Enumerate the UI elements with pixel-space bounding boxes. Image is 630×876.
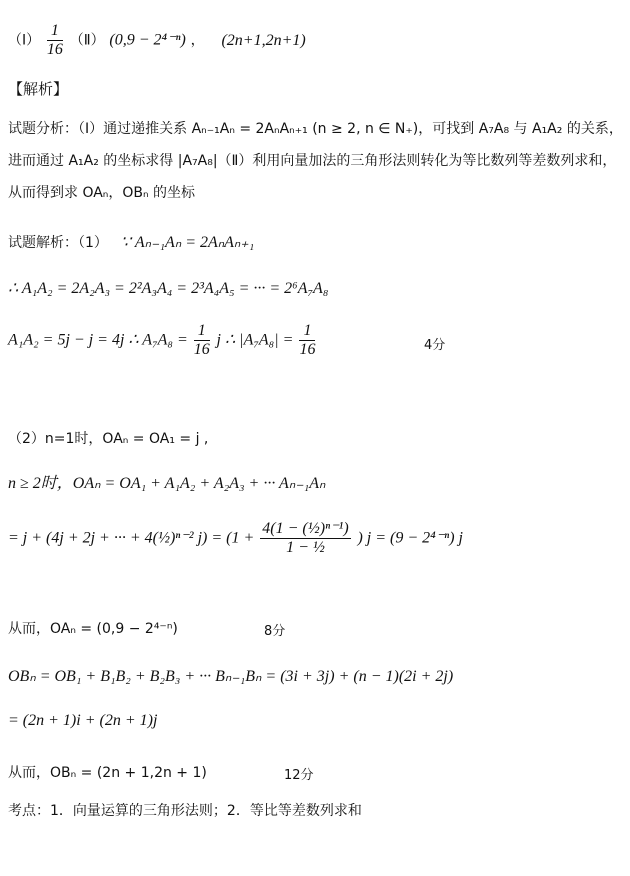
fraction-sum: $\frac{\text{4(1 − (½)ⁿ⁻¹)}}{\text{1 − ½}}$ bbox=[262, 520, 349, 556]
solution-line2: ∴ A₁A₂ = 2A₂A₃ = 2²A₃A₄ = 2³A₄A₅ = ··· = 2⁶A₇A₈ bbox=[8, 280, 329, 297]
fraction-abs-a7a8: $\frac{1}{16}$ bbox=[299, 322, 316, 358]
solution-line3: A₁A₂ = 5j − j = 4j ∴ A₇A₈ = $\frac{1}{16}$ j ∴ |A₇A₈| = $\frac{1}{16}$ bbox=[8, 322, 316, 358]
solution-line1: 试题解析：（1） ∵ Aₙ₋₁Aₙ = 2AₙAₙ₊₁ bbox=[8, 234, 255, 251]
solution-line7: 从而，OAₙ = (0,9 − 2⁴⁻ⁿ) bbox=[8, 621, 178, 637]
solution-line8: OBₙ = OB₁ + B₁B₂ + B₂B₃ + ··· Bₙ₋₁Bₙ = (3i + 3j) + (n − 1)(2i + 2j) bbox=[8, 668, 454, 685]
answer-line: （Ⅰ） $\frac{1}{16}$ （Ⅱ） (0,9 − 2⁴⁻ⁿ) ， (2n+1,2n+1) bbox=[8, 22, 306, 58]
score-mark-8: 8分 bbox=[264, 624, 286, 639]
analysis-line3: 从而得到求 OAₙ，OBₙ 的坐标 bbox=[8, 185, 196, 201]
kaodian: 考点：1．向量运算的三角形法则；2．等比等差数列求和 bbox=[8, 803, 362, 819]
part2-ob: (2n+1,2n+1) bbox=[221, 31, 306, 49]
solution-line10: 从而，OBₙ = (2n + 1,2n + 1) bbox=[8, 765, 207, 781]
solution-line6: = j + (4j + 2j + ··· + 4(½)ⁿ⁻² j) = (1 + $\frac{\text{4(1 − (½)ⁿ⁻¹)}}{\text{1 − ½}}$ ) j = (9 − 2⁴⁻ⁿ) j bbox=[8, 520, 463, 556]
analysis-line1: 试题分析：（Ⅰ）通过递推关系 Aₙ₋₁Aₙ = 2AₙAₙ₊₁ (n ≥ 2, n ∈ N₊)，可找到 A₇A₈ 与 A₁A₂ 的关系， bbox=[8, 121, 623, 137]
solution-line4: （2）n=1时，OAₙ = OA₁ = j , bbox=[8, 431, 209, 447]
fraction-a7a8: $\frac{1}{16}$ bbox=[193, 322, 210, 358]
solution-line5: n ≥ 2时，OAₙ = OA₁ + A₁A₂ + A₂A₃ + ··· Aₙ₋₁Aₙ bbox=[8, 475, 326, 492]
part2-oa: (0,9 − 2⁴⁻ⁿ) bbox=[109, 31, 186, 49]
score-mark-12: 12分 bbox=[284, 768, 314, 783]
analysis-heading: 【解析】 bbox=[8, 80, 69, 98]
score-mark-4: 4分 bbox=[424, 338, 446, 353]
part1-fraction: $\frac{1}{16}$ bbox=[46, 22, 63, 58]
part2-label: （Ⅱ） bbox=[69, 32, 105, 49]
part1-label: （Ⅰ） bbox=[8, 32, 41, 49]
analysis-line2: 进而通过 A₁A₂ 的坐标求得 |A₇A₈|（Ⅱ）利用向量加法的三角形法则转化为等比数列等差数列求和， bbox=[8, 153, 617, 169]
solution-line9: = (2n + 1)i + (2n + 1)j bbox=[8, 712, 158, 729]
